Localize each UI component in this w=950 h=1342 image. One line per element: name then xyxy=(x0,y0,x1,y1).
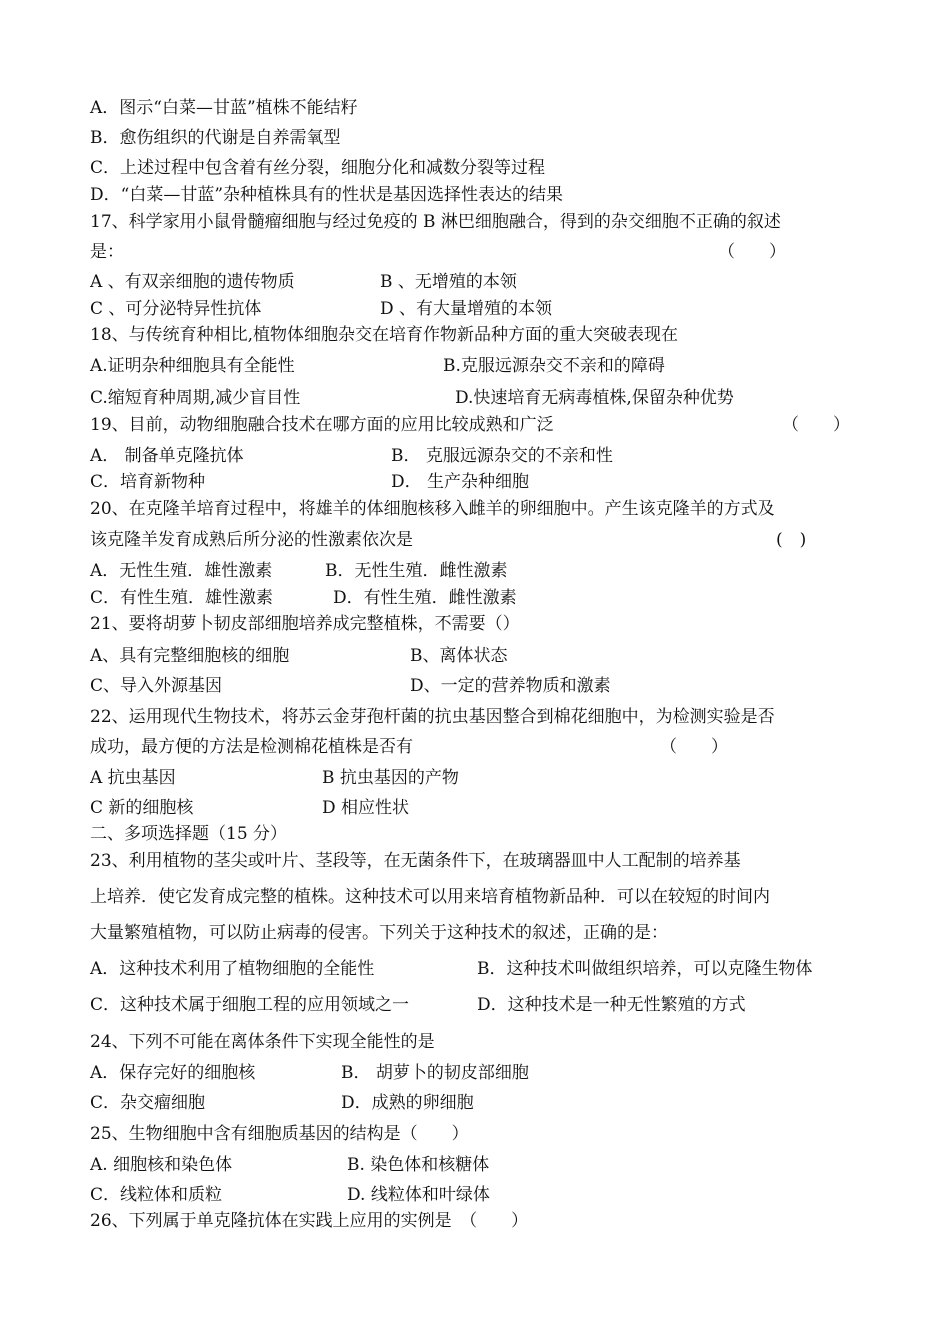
q25-stem: 25、生物细胞中含有细胞质基因的结构是（ ） xyxy=(90,1124,469,1144)
q16-option-d: D．“白菜—甘蓝”杂种植株具有的性状是基因选择性表达的结果 xyxy=(90,185,564,205)
q23-option-b: B．这种技术叫做组织培养，可以克隆生物体 xyxy=(477,959,813,979)
q19-option-d: D． 生产杂种细胞 xyxy=(391,472,530,492)
q20-option-a: A．无性生殖．雄性激素 xyxy=(90,561,273,581)
q24-option-b: B． 胡萝卜的韧皮部细胞 xyxy=(341,1063,529,1083)
q25-option-d: D. 线粒体和叶绿体 xyxy=(347,1185,490,1205)
q21-stem: 21、要将胡萝卜韧皮部细胞培养成完整植株，不需要（） xyxy=(90,614,520,634)
q18-option-b: B.克服远源杂交不亲和的障碍 xyxy=(443,356,665,376)
q22-option-b: B 抗虫基因的产物 xyxy=(322,768,459,788)
q17-option-b: B 、无增殖的本领 xyxy=(380,272,517,292)
q18-option-d: D.快速培育无病毒植株,保留杂种优势 xyxy=(455,388,734,408)
q16-option-b: B．愈伤组织的代谢是自养需氧型 xyxy=(90,128,341,148)
section-2-heading: 二、多项选择题（15 分） xyxy=(90,824,288,844)
q19-stem: 19、目前，动物细胞融合技术在哪方面的应用比较成熟和广泛 xyxy=(90,415,554,435)
q21-option-d: D、一定的营养物质和激素 xyxy=(410,676,611,696)
q17-stem-line1: 17、科学家用小鼠骨髓瘤细胞与经过免疫的 B 淋巴细胞融合，得到的杂交细胞不正确的叙述 xyxy=(90,212,781,232)
q18-option-c: C.缩短育种周期,减少盲目性 xyxy=(90,388,301,408)
q17-answer-paren: （ ） xyxy=(718,242,786,262)
q17-option-c: C 、可分泌特异性抗体 xyxy=(90,299,262,319)
q21-option-c: C、导入外源基因 xyxy=(90,676,223,696)
q22-option-a: A 抗虫基因 xyxy=(90,768,176,788)
q19-answer-paren: （ ） xyxy=(782,415,850,435)
q22-stem-line2: 成功，最方便的方法是检测棉花植株是否有 xyxy=(90,737,413,757)
q23-stem-line1: 23、利用植物的茎尖或叶片、茎段等，在无菌条件下，在玻璃器皿中人工配制的培养基 xyxy=(90,851,741,871)
q19-option-c: C．培育新物种 xyxy=(90,472,206,492)
q22-option-d: D 相应性状 xyxy=(322,798,410,818)
q24-stem: 24、下列不可能在离体条件下实现全能性的是 xyxy=(90,1032,435,1052)
q16-option-c: C．上述过程中包含着有丝分裂，细胞分化和减数分裂等过程 xyxy=(90,158,546,178)
q17-option-a: A 、有双亲细胞的遗传物质 xyxy=(90,272,295,292)
q19-option-b: B． 克服远源杂交的不亲和性 xyxy=(391,446,613,466)
q22-answer-paren: （ ） xyxy=(660,737,728,757)
q23-stem-line2: 上培养．使它发育成完整的植株。这种技术可以用来培育植物新品种．可以在较短的时间内 xyxy=(90,887,770,907)
q16-option-a: A．图示“白菜—甘蓝”植株不能结籽 xyxy=(90,98,358,118)
q25-option-c: C．线粒体和质粒 xyxy=(90,1185,223,1205)
q20-option-c: C．有性生殖．雄性激素 xyxy=(90,588,274,608)
q18-option-a: A.证明杂种细胞具有全能性 xyxy=(90,356,295,376)
q20-option-d: D．有性生殖．雌性激素 xyxy=(333,588,517,608)
q25-option-a: A. 细胞核和染色体 xyxy=(90,1155,233,1175)
q18-stem: 18、与传统育种相比,植物体细胞杂交在培育作物新品种方面的重大突破表现在 xyxy=(90,325,679,345)
q25-option-b: B. 染色体和核糖体 xyxy=(347,1155,490,1175)
q20-option-b: B．无性生殖．雌性激素 xyxy=(325,561,508,581)
q19-option-a: A． 制备单克隆抗体 xyxy=(90,446,244,466)
q24-option-d: D．成熟的卵细胞 xyxy=(341,1093,474,1113)
q17-stem-line2: 是： xyxy=(90,242,124,262)
q22-option-c: C 新的细胞核 xyxy=(90,798,194,818)
q26-stem: 26、下列属于单克隆抗体在实践上应用的实例是 （ ） xyxy=(90,1211,529,1231)
q17-option-d: D 、有大量增殖的本领 xyxy=(380,299,553,319)
q20-answer-paren: ( ) xyxy=(776,530,807,550)
q23-option-a: A．这种技术利用了植物细胞的全能性 xyxy=(90,959,375,979)
q22-stem-line1: 22、运用现代生物技术，将苏云金芽孢杆菌的抗虫基因整合到棉花细胞中，为检测实验是否 xyxy=(90,707,775,727)
q23-option-d: D．这种技术是一种无性繁殖的方式 xyxy=(477,995,746,1015)
q20-stem-line1: 20、在克隆羊培育过程中，将雄羊的体细胞核移入雌羊的卵细胞中。产生该克隆羊的方式及 xyxy=(90,499,775,519)
q24-option-c: C．杂交瘤细胞 xyxy=(90,1093,206,1113)
q21-option-b: B、离体状态 xyxy=(410,646,508,666)
q21-option-a: A、具有完整细胞核的细胞 xyxy=(90,646,290,666)
q20-stem-line2: 该克隆羊发育成熟后所分泌的性激素依次是 xyxy=(90,530,413,550)
q23-option-c: C．这种技术属于细胞工程的应用领域之一 xyxy=(90,995,410,1015)
q23-stem-line3: 大量繁殖植物，可以防止病毒的侵害。下列关于这种技术的叙述，正确的是： xyxy=(90,923,668,943)
q24-option-a: A．保存完好的细胞核 xyxy=(90,1063,256,1083)
